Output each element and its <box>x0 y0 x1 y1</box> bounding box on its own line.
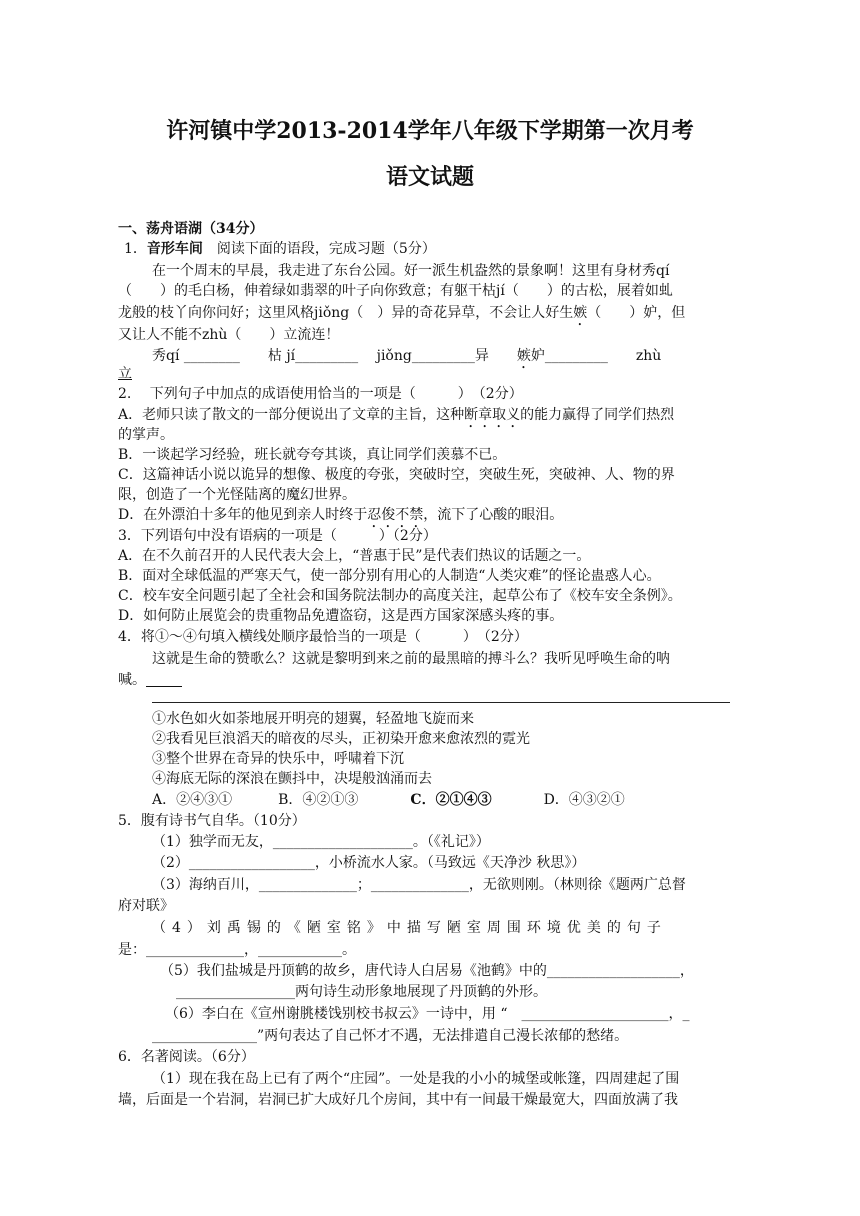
q4-sentence-2: ②我看见巨浪滔天的暗夜的尽头，正初染开愈来愈浓烈的霓光 <box>152 731 530 747</box>
q3-option-c: C．校车安全问题引起了全社会和国务院法制办的高度关注，起草公布了《校车安全条例》。 <box>118 588 682 604</box>
q3-stem: 3．下列语句中没有语病的一项是（ ）（2分） <box>118 528 437 544</box>
q5-item-6: （6）李白在《宣州谢朓楼饯别校书叔云》一诗中，用 “ _____________________，_ <box>165 1006 690 1022</box>
q4-sentence-4: ④海底无际的深浪在颤抖中，决堤般汹涌而去 <box>152 771 432 787</box>
q4-option-d: D．④③②① <box>543 792 625 808</box>
q1-paragraph-line: 龙般的枝丫向你问好；这里风格jiǒng（ ）异的奇花异草，不会让人好生嫉（ ）妒，但 <box>118 305 686 321</box>
q5-item-4-cont: 是：______________，____________。 <box>118 942 356 958</box>
page-subtitle: 语文试题 <box>385 164 474 190</box>
q1-paragraph-line: 在一个周末的早晨，我走进了东台公园。好一派生机盎然的景象啊！这里有身材秀qí <box>152 263 670 279</box>
q5-stem: 5．腹有诗书气自华。（10分） <box>118 813 306 829</box>
q4-sentence-1: ①水色如火如荼地展开明亮的翅翼，轻盈地飞旋而来 <box>152 711 474 727</box>
q1-paragraph-line: 又让人不能不zhù（ ）立流连！ <box>118 327 340 343</box>
emphasis-char: 嫉 <box>573 305 588 321</box>
q5-item-1: （1）独学而无友，____________________。（《礼记》） <box>152 834 490 850</box>
q1-number: 1． <box>124 241 147 257</box>
q5-item-4: （4）刘禹锡的《陋室铭》中描写陋室周围环境优美的句子 <box>152 920 667 936</box>
q2-option-b: B．一谈起学习经验，班长就夸夸其谈，真让同学们羡慕不已。 <box>118 447 507 463</box>
q3-option-d: D．如何防止展览会的贵重物品免遭盗窃，这是西方国家深感头疼的事。 <box>118 608 564 624</box>
answer-rule <box>152 702 730 703</box>
q4-sentence-3: ③整个世界在奇异的快乐中，呼啸着下沉 <box>152 751 404 767</box>
q2-option-c: C．这篇神话小说以诡异的想像、极度的夸张，突破时空，突破生死，突破神、人、物的界 <box>118 467 675 483</box>
emphasis-idiom: 忍俊不禁 <box>367 507 424 523</box>
q1-label: 音形车间 <box>146 241 203 257</box>
q5-item-2: （2）__________________，小桥流水人家。（马致远《天净沙 秋思》） <box>152 855 586 871</box>
q4-passage-line: 这就是生命的赞歌么？这就是黎明到来之前的最黑暗的搏斗么？我听见呼唤生命的呐 <box>152 651 670 667</box>
q2-option-a: A．老师只读了散文的一部分便说出了文章的主旨，这种断章取义的能力赢得了同学们热烈 <box>118 407 675 423</box>
q4-stem: 4．将①～④句填入横线处顺序最恰当的一项是（ ） （2分） <box>118 629 528 645</box>
q5-item-3: （3）海纳百川，______________；______________，无欲则刚。（林则徐《题两广总督 <box>152 877 686 893</box>
section-heading: 一、荡舟语湖（34分） <box>118 221 264 237</box>
answer-blank <box>146 672 182 687</box>
q4-passage-line: 喊。 <box>118 671 734 689</box>
q2-option-a-cont: 的掌声。 <box>118 427 174 443</box>
q6-stem: 6．名著阅读。（6分） <box>118 1049 255 1065</box>
q4-options <box>152 791 734 809</box>
q5-item-3-cont: 府对联》 <box>118 898 174 914</box>
q2-option-d: D．在外漂泊十多年的他见到亲人时终于忍俊不禁，流下了心酸的眼泪。 <box>118 507 564 523</box>
q2-option-c-cont: 限，创造了一个光怪陆离的魔幻世界。 <box>118 487 356 503</box>
q3-option-a: A．在不久前召开的人民代表大会上，“普惠于民”是代表们热议的话题之一。 <box>118 548 591 564</box>
q6-passage-line: （1）现在我在岛上已有了两个“庄园”。一处是我的小小的城堡或帐篷，四周建起了围 <box>152 1071 680 1087</box>
page-title: 许河镇中学2013-2014学年八年级下学期第一次月考 <box>166 118 694 144</box>
q5-item-5-cont: _________________两句诗生动形象地展现了丹顶鹤的外形。 <box>176 984 547 1000</box>
q6-passage-line: 墙，后面是一个岩洞，岩洞已扩大成好几个房间，其中有一间最干燥最宽大，四面放满了我 <box>118 1092 678 1108</box>
q2-stem: 2. 下列句子中加点的成语使用恰当的一项是（ ） （2分） <box>118 386 523 402</box>
q1-paragraph-line: （ ）的毛白杨，伸着绿如翡翠的叶子向你致意；有躯干枯jí（ ）的古松，展着如虬 <box>118 283 673 299</box>
q5-item-6-cont: _______________”两句表达了自己怀才不遇，无法排遣自己漫长浓郁的愁绪。 <box>152 1028 629 1044</box>
q4-option-a: A．②④③① <box>152 792 233 808</box>
q4-option-c: C．②①④③ <box>410 792 492 808</box>
q3-option-b: B．面对全球低温的严寒天气，使一部分别有用心的人制造“人类灾难”的怪论蛊惑人心。 <box>118 568 661 584</box>
emphasis-char: 嫉 <box>516 348 531 364</box>
q1-answer-line-end: 立 <box>118 366 132 382</box>
q5-item-5: （5）我们盐城是丹顶鹤的故乡，唐代诗人白居易《池鹤》中的___________________， <box>160 963 694 979</box>
emphasis-idiom: 断章取义 <box>464 407 521 423</box>
q4-option-b: B．④②①③ <box>278 792 359 808</box>
q1-answer-line: 秀qí ________ 枯 jí_________ jiǒng_________异 嫉妒_________ zhù <box>152 348 662 364</box>
q1-prompt: 阅读下面的语段，完成习题（5分） <box>216 241 436 257</box>
q1-stem <box>124 240 740 258</box>
